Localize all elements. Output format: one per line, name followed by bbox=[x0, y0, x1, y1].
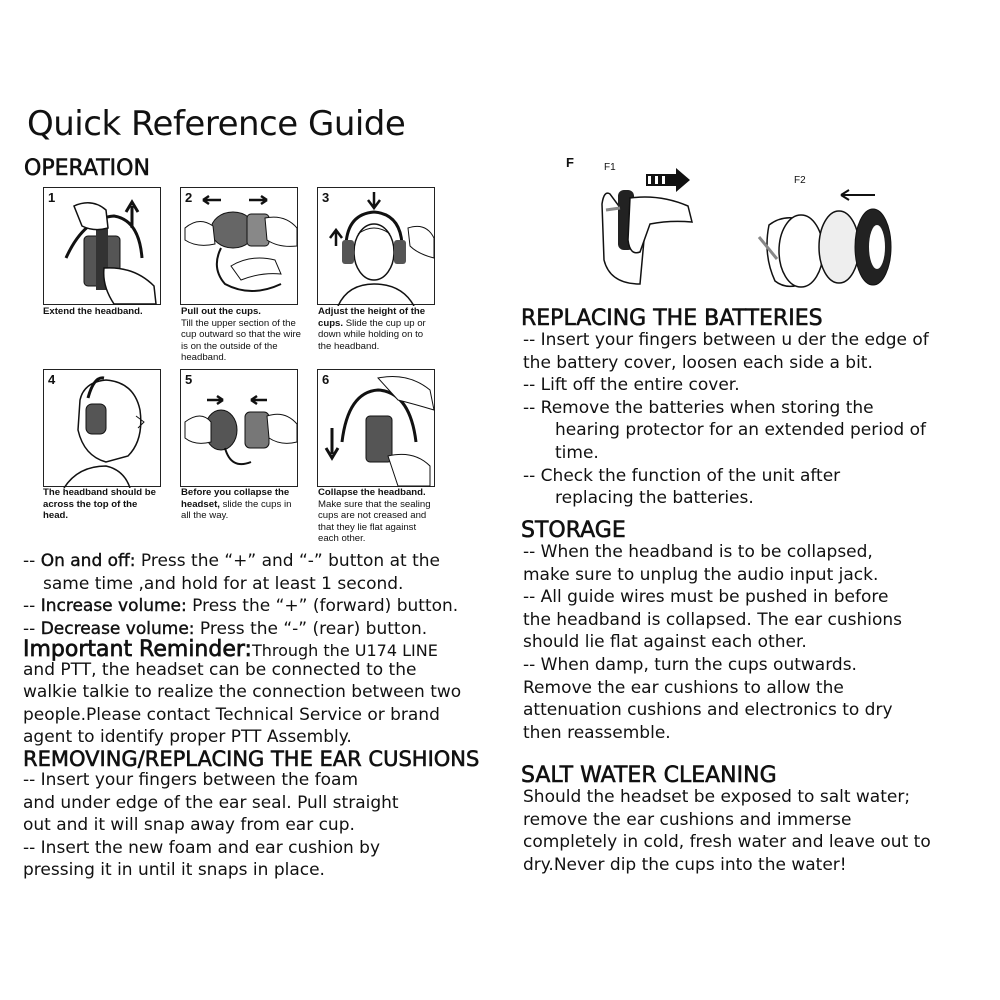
text-line: remove the ear cushions and immerse bbox=[523, 809, 852, 830]
step-number: 2 bbox=[185, 190, 193, 205]
control-prefix: -- bbox=[23, 596, 41, 617]
text-line: -- When damp, turn the cups outwards. bbox=[523, 654, 857, 675]
text-line: hearing protector for an extended period of bbox=[555, 420, 926, 441]
text-line: replacing the batteries. bbox=[555, 488, 754, 509]
text-line: time. bbox=[555, 442, 599, 463]
reminder-line: people.Please contact Technical Service or brand bbox=[23, 704, 440, 725]
step-4-caption bbox=[43, 487, 161, 522]
step-title: Extend the headband. bbox=[43, 306, 143, 317]
text-line: -- Insert your fingers between u der the edge of bbox=[523, 330, 929, 350]
pull-out-cups-illustration bbox=[181, 188, 299, 306]
step-6-caption bbox=[318, 487, 436, 545]
text-line: make sure to unplug the audio input jack. bbox=[523, 564, 879, 585]
control-prefix: -- bbox=[23, 618, 41, 639]
remove-cover-illustration bbox=[580, 160, 710, 290]
control-text: Press the “-” (rear) button. bbox=[194, 618, 428, 639]
text-line: out and it will snap away from ear cup. bbox=[23, 815, 355, 836]
text-line: attenuation cushions and electronics to dry bbox=[523, 700, 893, 721]
text-line: dry.Never dip the cups into the water! bbox=[523, 854, 847, 875]
text-line: the battery cover, loosen each side a bit. bbox=[523, 352, 873, 373]
control-text: Press the “+” (forward) button. bbox=[186, 596, 459, 617]
storage-heading: STORAGE bbox=[521, 518, 626, 543]
step-text: Till the upper section of the cup outward so that the wire is on the outside of the headband. bbox=[181, 317, 301, 363]
step-1-caption bbox=[43, 306, 168, 318]
step-number: 4 bbox=[48, 372, 56, 387]
control-text: Press the “+” and “-” button at the bbox=[135, 551, 440, 571]
controls-list bbox=[23, 550, 458, 640]
reminder-line: walkie talkie to realize the connection between two bbox=[23, 682, 462, 703]
extend-headband-illustration bbox=[44, 188, 162, 306]
storage-text bbox=[523, 541, 902, 744]
step-text: Make sure that the sealing cups are not creased and that they lie flat against each other. bbox=[318, 498, 431, 544]
figure-label-f2: F2 bbox=[794, 175, 806, 186]
step-5-caption bbox=[181, 487, 299, 522]
step-number: 6 bbox=[322, 372, 330, 387]
salt-water-text bbox=[523, 786, 931, 876]
headband-on-head-illustration bbox=[44, 370, 162, 488]
text-line: -- When the headband is to be collapsed, bbox=[523, 542, 873, 562]
important-reminder bbox=[23, 639, 461, 749]
text-line: -- Insert your fingers between the foam bbox=[23, 770, 359, 790]
ear-cushions-text bbox=[23, 769, 399, 882]
batteries-text bbox=[523, 329, 929, 510]
step-title: Pull out the cups. bbox=[181, 306, 261, 317]
step-6-panel bbox=[317, 369, 435, 487]
text-line: completely in cold, fresh water and leave out to bbox=[523, 832, 931, 853]
page-title: Quick Reference Guide bbox=[27, 104, 406, 144]
control-label: On and off: bbox=[40, 551, 136, 571]
control-label: Decrease volume: bbox=[40, 618, 195, 639]
salt-water-heading: SALT WATER CLEANING bbox=[521, 763, 777, 788]
step-number: 1 bbox=[48, 190, 56, 205]
left-arrow-icon bbox=[841, 190, 875, 200]
step-title: Adjust the height of the cups. bbox=[318, 306, 426, 329]
step-3-panel bbox=[317, 187, 435, 305]
step-2-panel bbox=[180, 187, 298, 305]
ear-cushions-heading: REMOVING/REPLACING THE EAR CUSHIONS bbox=[23, 747, 480, 771]
reminder-label: Important Reminder: bbox=[23, 637, 252, 662]
figure-label-f1: F1 bbox=[604, 162, 616, 173]
text-line: -- Remove the batteries when storing the bbox=[523, 397, 874, 418]
step-text: slide the cups in all the way. bbox=[181, 498, 292, 521]
text-line: -- Check the function of the unit after bbox=[523, 465, 841, 486]
battery-cover-exploded-illustration bbox=[755, 185, 900, 295]
step-title: Collapse the headband. bbox=[318, 487, 426, 498]
text-line: Should the headset be exposed to salt water; bbox=[523, 787, 911, 807]
text-line: -- All guide wires must be pushed in before bbox=[523, 587, 889, 608]
text-line: the headband is collapsed. The ear cushions bbox=[523, 609, 903, 630]
text-line: and under edge of the ear seal. Pull straight bbox=[23, 792, 399, 813]
control-increase-volume bbox=[23, 595, 458, 618]
text-line: then reassemble. bbox=[523, 722, 671, 743]
collapse-headband-illustration bbox=[318, 370, 436, 488]
text-line: -- Lift off the entire cover. bbox=[523, 375, 740, 396]
step-title: Before you collapse the headset, bbox=[181, 487, 290, 510]
reminder-line: and PTT, the headset can be connected to the bbox=[23, 659, 417, 680]
control-on-off-cont: same time ,and hold for at least 1 second. bbox=[43, 573, 404, 594]
operation-heading: OPERATION bbox=[24, 156, 150, 181]
reminder-line: Through the U174 LINE bbox=[251, 641, 438, 660]
step-3-caption bbox=[318, 306, 436, 352]
text-line: -- Insert the new foam and ear cushion by bbox=[23, 837, 381, 858]
reminder-line: agent to identify proper PTT Assembly. bbox=[23, 727, 352, 748]
step-number: 3 bbox=[322, 190, 330, 205]
step-number: 5 bbox=[185, 372, 193, 387]
pull-arrow-icon bbox=[646, 168, 690, 192]
text-line: pressing it in until it snaps in place. bbox=[23, 860, 325, 881]
figure-label-f: F bbox=[566, 155, 574, 170]
step-text: Slide the cup up or down while holding on to the headband. bbox=[318, 317, 426, 352]
step-5-panel bbox=[180, 369, 298, 487]
step-title: The headband should be across the top of the head. bbox=[43, 487, 156, 521]
control-prefix: -- bbox=[23, 551, 41, 571]
adjust-cup-height-illustration bbox=[318, 188, 436, 306]
step-1-panel bbox=[43, 187, 161, 305]
step-2-caption bbox=[181, 306, 306, 364]
control-on-off bbox=[23, 550, 458, 573]
step-4-panel bbox=[43, 369, 161, 487]
text-line: should lie flat against each other. bbox=[523, 632, 807, 653]
batteries-heading: REPLACING THE BATTERIES bbox=[521, 306, 823, 331]
slide-cups-in-illustration bbox=[181, 370, 299, 488]
control-label: Increase volume: bbox=[40, 596, 187, 617]
text-line: Remove the ear cushions to allow the bbox=[523, 677, 844, 698]
